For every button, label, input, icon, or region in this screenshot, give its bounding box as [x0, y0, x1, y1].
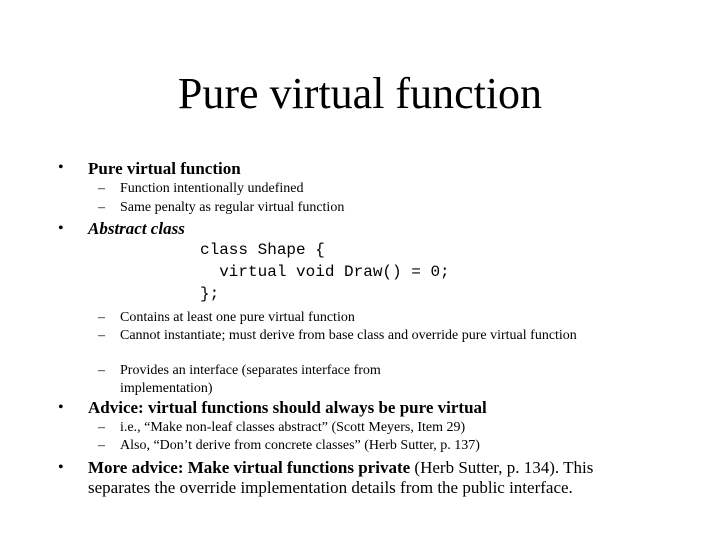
dash-icon: – — [98, 200, 105, 215]
dash-icon: – — [98, 328, 105, 343]
code-line: class Shape { — [200, 241, 325, 259]
bullet-icon: • — [58, 399, 64, 416]
sub-item: Cannot instantiate; must derive from base class and override pure virtual function — [120, 328, 577, 343]
dash-icon: – — [98, 420, 105, 435]
sub-item: i.e., “Make non-leaf classes abstract” (Scott Meyers, Item 29) — [120, 420, 466, 435]
code-line: virtual void Draw() = 0; — [200, 263, 450, 281]
section-heading-more-advice — [88, 458, 648, 498]
bullet-icon: • — [58, 220, 64, 237]
bullet-icon: • — [58, 159, 64, 176]
sub-item: Contains at least one pure virtual function — [120, 310, 355, 325]
sub-item: Same penalty as regular virtual function — [120, 200, 345, 215]
slide-title: Pure virtual function — [177, 69, 543, 118]
bullet-icon: • — [58, 459, 64, 476]
dash-icon: – — [98, 310, 105, 325]
code-line: }; — [200, 285, 220, 303]
section-heading-advice: Advice: virtual functions should always be pure virtual — [88, 398, 487, 417]
sub-item: Provides an interface (separates interface from implementation) — [120, 363, 381, 396]
dash-icon: – — [98, 181, 105, 196]
dash-icon: – — [98, 363, 105, 378]
sub-item: Also, “Don’t derive from concrete classes” (Herb Sutter, p. 137) — [120, 438, 480, 453]
more-advice-rest: (Herb Sutter, p. 134). This separates the override implementation details from the public interface. — [88, 458, 594, 497]
section-heading-pure-virtual: Pure virtual function — [88, 159, 241, 178]
section-heading-abstract-class: Abstract class — [88, 219, 185, 238]
dash-icon: – — [98, 438, 105, 453]
sub-item: Function intentionally undefined — [120, 181, 304, 196]
more-advice-bold: More advice: Make virtual functions private — [88, 458, 411, 477]
